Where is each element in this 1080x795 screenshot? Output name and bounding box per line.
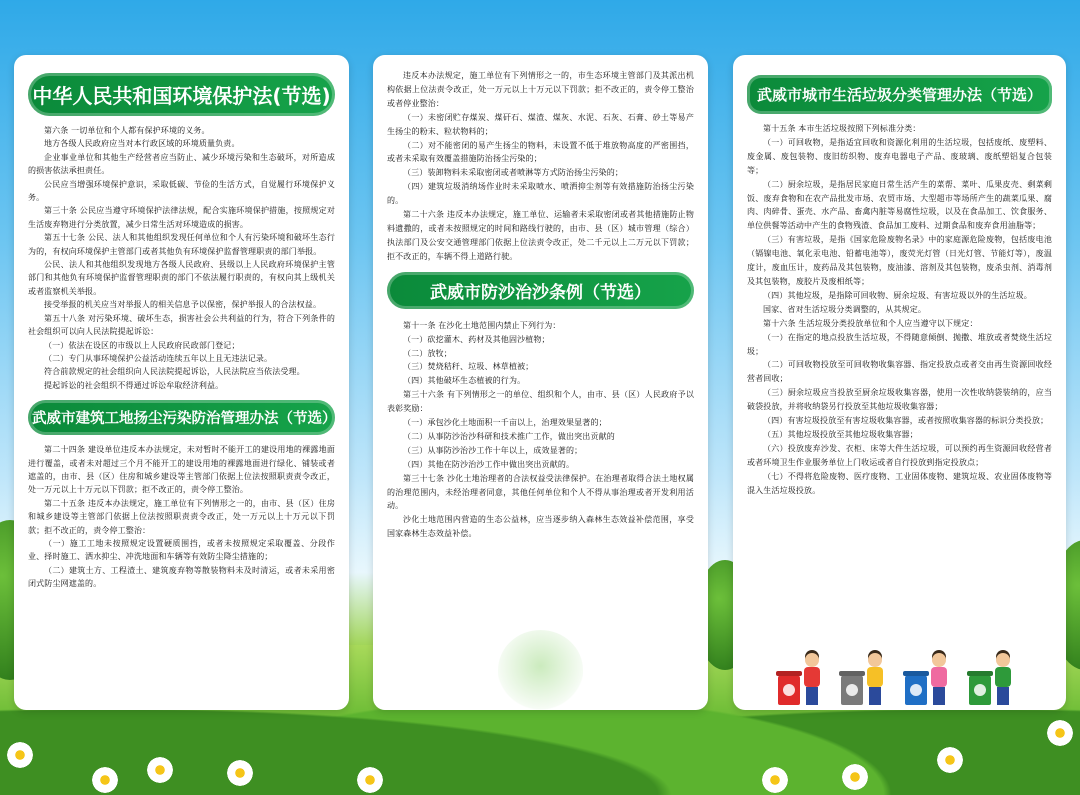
law-paragraph: （七）不得将危险废物、医疗废物、工业固体废物、建筑垃圾、农业固体废物等混入生活垃圾投放。 (747, 471, 1052, 495)
law-paragraph: 企业事业单位和其他生产经营者应当防止、减少环境污染和生态破坏，对所造成的损害依法承担责任。 (28, 152, 335, 176)
daisy-decoration (90, 765, 120, 795)
panel-desertification-regulations (373, 55, 708, 710)
law-paragraph: （四）建筑垃圾消纳场作业时未采取喷水、喷洒抑尘剂等有效措施防治扬尘污染的。 (387, 182, 694, 206)
law-paragraph: （一）未密闭贮存煤炭、煤矸石、煤渣、煤灰、水泥、石灰、石膏、砂土等易产生扬尘的粉末、粒状物料的； (387, 112, 694, 136)
law-paragraph: （五）其他垃圾投放至其他垃圾收集容器； (763, 429, 918, 439)
law-paragraph: 违反本办法规定，施工单位有下列情形之一的，市生态环境主管部门及其派出机构依据上位法责令改正，处一万元以上十万元以下罚款；拒不改正的，责令停工整治或者停业整治： (387, 71, 694, 108)
kids-sorting-garbage-illustration (773, 630, 1028, 705)
law-paragraph: 第十六条 生活垃圾分类投放单位和个人应当遵守以下规定： (763, 318, 978, 328)
recyclable-bin-icon (905, 675, 927, 705)
law-paragraph: （四）其他在防沙治沙工作中做出突出贡献的。 (403, 459, 575, 469)
kid-figure (866, 653, 884, 705)
law-paragraph: （三）厨余垃圾应当投放至厨余垃圾收集容器，使用一次性收纳袋装纳的，应当破袋投放，并将收纳袋另行投放至其他垃圾收集容器； (747, 388, 1052, 412)
daisy-decoration (145, 755, 175, 785)
kitchen-waste-bin-icon (969, 675, 991, 705)
title-construction-dust-measures: 武威市建筑工地扬尘污染防治管理办法（节选） (28, 400, 335, 435)
law-paragraph: 第十一条 在沙化土地范围内禁止下列行为： (403, 320, 561, 330)
law-paragraph: （三）焚烧秸秆、垃圾、林草植被； (403, 362, 534, 372)
daisy-decoration (760, 765, 790, 795)
law-paragraph: 第三十条 公民应当遵守环境保护法律法规，配合实施环境保护措施，按照规定对生活废弃物进行分类放置，减少日常生活对环境造成的损害。 (28, 206, 335, 229)
law-paragraph: 公民应当增强环境保护意识，采取低碳、节俭的生活方式，自觉履行环境保护义务。 (28, 179, 335, 203)
kid-figure (803, 653, 821, 705)
daisy-decoration (935, 745, 965, 775)
law-paragraph: （六）投放废弃沙发、衣柜、床等大件生活垃圾，可以预约再生资源回收经营者或者环境卫生作业服务单位上门收运或者自行投放到指定投放点； (747, 443, 1052, 467)
law-paragraph: 第五十七条 公民、法人和其他组织发现任何单位和个人有污染环境和破坏生态行为的，有权向环境保护主管部门或者其他负有环境保护监督管理职责的部门举报。 (28, 233, 335, 256)
panel1-body (28, 124, 335, 392)
panel3-body (747, 122, 1052, 497)
title-environmental-protection-law: 中华人民共和国环境保护法(节选) (28, 73, 335, 116)
law-paragraph: （二）从事防沙治沙科研和技术推广工作，做出突出贡献的 (403, 431, 615, 441)
law-paragraph: 沙化土地范围内营造的生态公益林，应当逐步纳入森林生态效益补偿范围，享受国家森林生态效益补偿。 (387, 515, 694, 539)
law-paragraph: （四）其他破坏生态植被的行为。 (403, 376, 526, 386)
law-paragraph: 第六条 一切单位和个人都有保护环境的义务。 (44, 126, 210, 135)
daisy-decoration (5, 740, 35, 770)
law-paragraph: （一）施工工地未按照规定设置硬质围挡，或者未按照规定采取覆盖、分段作业、择时施工、洒水抑尘、冲洗地面和车辆等有效防尘降尘措施的； (28, 538, 335, 562)
law-paragraph: （二）对不能密闭的易产生扬尘的物料，未设置不低于堆放物高度的严密围挡，或者未采取有效覆盖措施防治扬尘污染的； (387, 140, 694, 164)
panel1-body-2 (28, 443, 335, 590)
law-paragraph: 国家、省对生活垃圾分类调整的，从其规定。 (763, 304, 926, 314)
law-paragraph: 符合前款规定的社会组织向人民法院提起诉讼，人民法院应当依法受理。 (44, 367, 305, 377)
panel2-body-2 (387, 319, 694, 542)
law-paragraph: （二）厨余垃圾，是指居民家庭日常生活产生的菜帮、菜叶、瓜果皮壳、剩菜剩饭、废弃食物和在农产品批发市场、农贸市场、大型超市等场所产生的蔬菜瓜果、腐肉、肉碎骨、蛋壳、水产品、畜禽内脏等易腐性垃圾，以及在食品加工、饮食服务、单位供餐等活动中产生的食物残渣、食品加工废料、过期食品和废弃食用油脂等； (747, 179, 1052, 231)
law-paragraph: （三）有害垃圾，是指《国家危险废物名录》中的家庭源危险废物，包括废电池（镉镍电池、氧化汞电池、铅蓄电池等），废荧光灯管（日光灯管、节能灯等），废温度计，废血压计，废药品及其包装物，废油漆、溶剂及其包装物，废杀虫剂、消毒剂及其包装物，废胶片及废相纸等； (747, 235, 1052, 286)
kid-figure (994, 653, 1012, 705)
title-garbage-classification-measures: 武威市城市生活垃圾分类管理办法（节选） (747, 75, 1052, 114)
daisy-decoration (355, 765, 385, 795)
daisy-decoration (225, 758, 255, 788)
kid-figure (930, 653, 948, 705)
law-paragraph: （四）其他垃圾，是指除可回收物、厨余垃圾、有害垃圾以外的生活垃圾。 (763, 290, 1032, 300)
law-paragraph: 公民、法人和其他组织发现地方各级人民政府、县级以上人民政府环境保护主管部门和其他负有环境保护监督管理职责的部门不依法履行职责的，有权向其上级机关或者监察机关举报。 (28, 260, 335, 296)
law-paragraph: 第五十八条 对污染环境、破坏生态，损害社会公共利益的行为，符合下列条件的社会组织可以向人民法院提起诉讼： (28, 313, 335, 337)
recyclable-bin-icon (778, 675, 800, 705)
panel-environmental-protection-law (14, 55, 349, 710)
law-paragraph: （一）在指定的地点投放生活垃圾，不得随意倾倒、抛撒、堆放或者焚烧生活垃圾； (747, 332, 1052, 356)
law-paragraph: （二）放牧； (403, 348, 452, 358)
law-paragraph: （二）建筑土方、工程渣土、建筑废弃物等散装物料未及时清运，或者未采用密闭式防尘网遮盖的。 (28, 565, 335, 589)
law-paragraph: （一）承包沙化土地面积一千亩以上，治理效果显著的； (403, 418, 607, 428)
law-paragraph: （四）有害垃圾投放至有害垃圾收集容器，或者按照收集容器的标识分类投放； (763, 416, 1049, 426)
daisy-decoration (840, 762, 870, 792)
law-paragraph: （二）专门从事环境保护公益活动连续五年以上且无违法记录。 (44, 353, 273, 363)
law-paragraph: （一）砍挖灌木、药材及其他固沙植物； (403, 334, 550, 344)
law-paragraph: 提起诉讼的社会组织不得通过诉讼牟取经济利益。 (44, 380, 224, 390)
law-paragraph: 第二十六条 违反本办法规定，施工单位、运输者未采取密闭或者其他措施防止物料遗撒的，或者未按照规定的时间和路线行驶的，由市、县（区）城市管理（综合）执法部门及公安交通管理部门依据上位法责令改正，处二千元以上二万元以下罚款；拒不改正的，车辆不得上道路行驶。 (387, 210, 694, 261)
law-paragraph: 地方各级人民政府应当对本行政区域的环境质量负责。 (44, 139, 240, 149)
law-paragraph: （一）可回收物，是指适宜回收和资源化利用的生活垃圾，包括废纸、废塑料、废金属、废包装物、废旧纺织物、废弃电器电子产品、废玻璃、废纸塑铝复合包装等； (747, 137, 1052, 175)
law-paragraph: 第二十五条 违反本办法规定，施工单位有下列情形之一的，由市、县（区）住房和城乡建设等主管部门依据上位法按照职责责令改正，处一万元以上十万元以下罚款；拒不改正的，责令停工整治： (28, 498, 335, 535)
title-sand-prevention-regulations: 武威市防沙治沙条例（节选） (387, 272, 694, 309)
daisy-decoration (1045, 718, 1075, 748)
law-paragraph: （二）可回收物投放至可回收物收集容器、指定投放点或者交由再生资源回收经营者回收； (747, 360, 1052, 384)
other-waste-bin-icon (841, 675, 863, 705)
law-paragraph: 第二十四条 建设单位违反本办法规定，未对暂时不能开工的建设用地的裸露地面进行覆盖，或者未对超过三个月不能开工的建设用地的裸露地面进行绿化、铺装或者遮盖的，由市、县（区）住房和城乡建设等主管部门依据上位法按照职责责令改正，处一万元以上十万元以下罚款；拒不改正的，责令停工整治。 (28, 445, 335, 495)
law-paragraph: 第三十七条 沙化土地治理者的合法权益受法律保护。在治理者取得合法土地权属的治理范围内，未经治理者同意，其他任何单位和个人不得从事治理或者开发利用活动。 (387, 473, 694, 511)
law-paragraph: 接受举报的机关应当对举报人的相关信息予以保密，保护举报人的合法权益。 (44, 300, 322, 310)
law-paragraph: （三）从事防沙治沙工作十年以上，成效显著的； (403, 445, 583, 455)
green-lightbulb-decoration (498, 630, 583, 710)
law-paragraph: 第十五条 本市生活垃圾按照下列标准分类： (763, 124, 921, 133)
panel2-body (387, 69, 694, 264)
law-paragraph: （一）依法在设区的市级以上人民政府民政部门登记； (44, 340, 240, 350)
panel-garbage-classification (733, 55, 1066, 710)
law-paragraph: 第三十六条 有下列情形之一的单位、组织和个人，由市、县（区）人民政府予以表彰奖励： (387, 390, 694, 414)
law-paragraph: （三）装卸物料未采取密闭或者喷淋等方式防治扬尘污染的； (403, 168, 624, 178)
